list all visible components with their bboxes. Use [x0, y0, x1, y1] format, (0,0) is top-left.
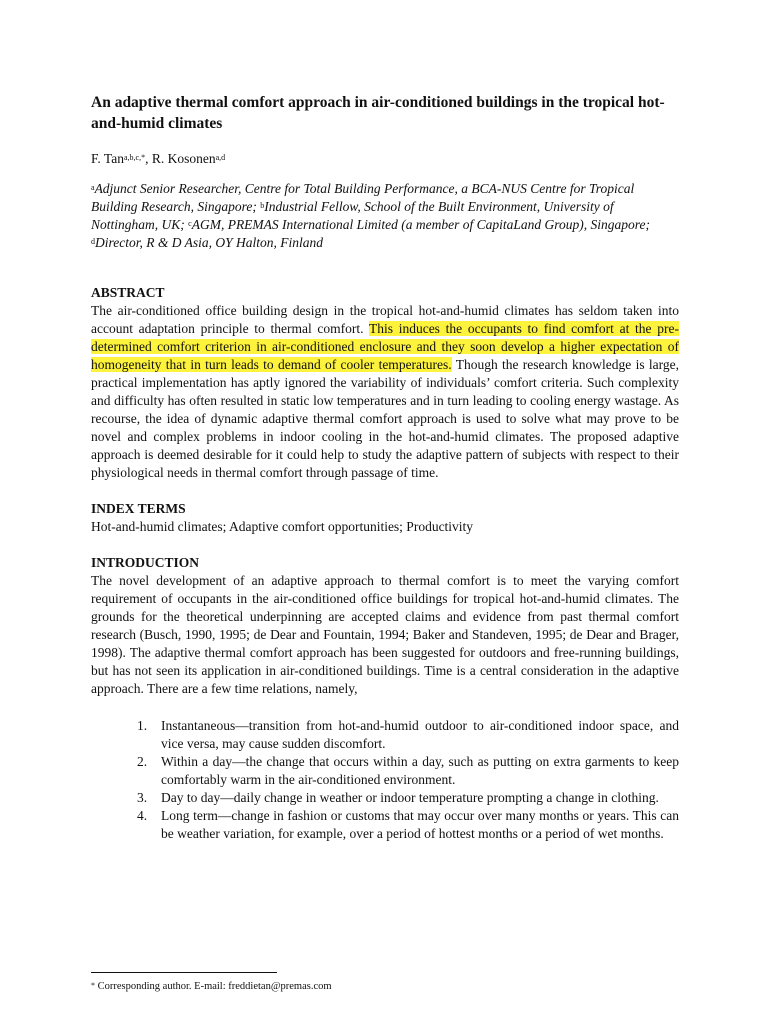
author-list: [91, 150, 679, 168]
affiliation-text: Industrial Fellow, School of the Built Environment, University of Nottingham, UK;: [91, 199, 614, 232]
list-item-text: Long term—change in fashion or customs that may occur over many months or years. This can be weather variation, for example, over a period of hottest months or a period of wet months.: [161, 808, 679, 841]
list-item-number: 2.: [137, 754, 148, 769]
list-item-text: Within a day—the change that occurs within a day, such as putting on extra garments to keep comfortably warm in the air-conditioned environment.: [161, 754, 679, 787]
affiliation-text: AGM, PREMAS International Limited (a member of CapitaLand Group), Singapore;: [191, 217, 651, 232]
abstract-text: [91, 302, 679, 482]
abstract-text-part: The air-conditioned office building design in the tropical hot-and-humid climates has seldom taken into account adaptation principle to thermal comfort.: [91, 303, 679, 336]
affiliation-text: Director, R & D Asia, OY Halton, Finland: [95, 235, 324, 250]
list-item: [91, 717, 679, 753]
paper-title: An adaptive thermal comfort approach in air-conditioned buildings in the tropical hot-and-humid climates: [91, 94, 665, 132]
author-affiliation-marker: a,d: [215, 153, 226, 162]
list-item: [91, 753, 679, 789]
list-item-number: 1.: [137, 718, 148, 733]
affiliation-text: Adjunct Senior Researcher, Centre for Total Building Performance, a BCA-NUS Centre for Tropical Building Research, Singapore;: [91, 181, 635, 214]
introduction-heading: INTRODUCTION: [91, 555, 200, 570]
time-relations-list: [91, 717, 679, 843]
index-terms-heading: INDEX TERMS: [91, 501, 186, 516]
author-affiliation-marker: a,b,c,*: [123, 153, 146, 162]
list-item-number: 4.: [137, 808, 148, 823]
affiliation-marker: a: [91, 183, 95, 192]
list-item-text: Day to day—daily change in weather or indoor temperature prompting a change in clothing.: [161, 790, 659, 805]
author-name: R. Kosonen: [151, 151, 216, 166]
footnote-marker: *: [91, 981, 95, 990]
affiliation-marker: d: [91, 237, 95, 246]
author-separator: ,: [145, 151, 152, 166]
footnote-text: Corresponding author. E-mail: freddietan@premas.com: [95, 981, 332, 992]
list-item: [91, 807, 679, 843]
affiliations: [91, 180, 679, 252]
list-item: [91, 789, 679, 807]
author-name: F. Tan: [91, 151, 124, 166]
introduction-text: The novel development of an adaptive approach to thermal comfort is to meet the varying comfort requirement of occupants in the air-conditioned office buildings for tropical hot-and-humid climates. The grounds for the theoretical underpinning are accepted claims and evidence from past thermal comfort research (Busch, 1990, 1995; de Dear and Fountain, 1994; Baker and Standeven, 1995; de Dear and Brager, 1998). The adaptive thermal comfort approach has been suggested for outdoors and free-running buildings, but has not seen its application in air-conditioned buildings. Time is a central consideration in the adaptive approach. There are a few time relations, namely,: [91, 573, 679, 696]
abstract-heading: ABSTRACT: [91, 285, 165, 300]
abstract-text-part: Though the research knowledge is large, practical implementation has aptly ignored the variability of individuals’ comfort criteria. Such complexity and difficulty has often resulted in static low temperatures and in turn leading to cooling energy wastage. As recourse, the idea of dynamic adaptive thermal comfort approach is used to solve what may prove to be novel and complex problems in indoor cooling in the hot-and-humid climates. The proposed adaptive approach is deemed desirable for it could help to study the adaptive pattern of subjects with respect to their physiological needs in thermal comfort through passage of time.: [91, 357, 679, 480]
highlighted-text: This induces the occupants to find comfort at the pre-determined comfort criterion in air-conditioned enclosure and they soon develop a higher expectation of homogeneity that in turn leads to demand of cooler temperatures.: [91, 321, 679, 372]
list-item-number: 3.: [137, 790, 148, 805]
footnote: [91, 980, 332, 993]
list-item-text: Instantaneous—transition from hot-and-humid outdoor to air-conditioned indoor space, and vice versa, may cause sudden discomfort.: [161, 718, 679, 751]
affiliation-marker: c: [188, 219, 192, 228]
affiliation-marker: b: [260, 201, 265, 210]
index-terms-text: Hot-and-humid climates; Adaptive comfort opportunities; Productivity: [91, 519, 474, 534]
footnote-divider: [91, 972, 277, 973]
paper-page: [91, 92, 679, 843]
